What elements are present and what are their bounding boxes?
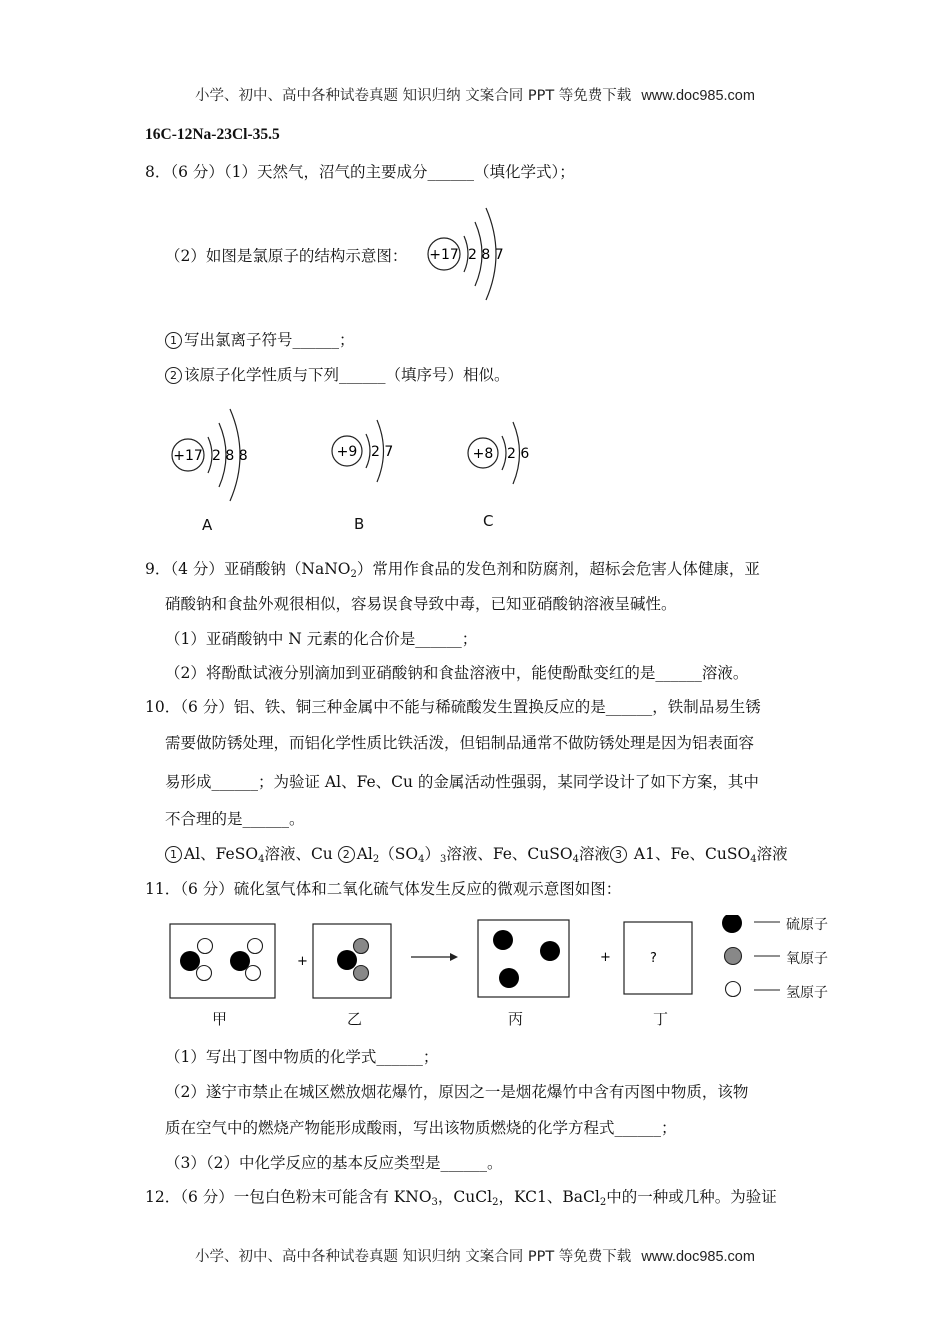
svg-text:+9: +9 [336, 444, 358, 460]
q12-line1: 12．（6 分）一包白色粉末可能含有 $KNO_3$，CuCl$_2$，KC1、BaCl$_2$中的一种或几种。为验证 [145, 1188, 777, 1208]
chlorine-atom-diagram [424, 198, 524, 308]
svg-text:2 6: 2 6 [507, 446, 530, 462]
q9-line3: （1）亚硝酸钠中 N 元素的化合价是______； [165, 630, 478, 648]
page-footer [0, 1245, 950, 1266]
header-site[interactable]: www.doc985.com [641, 88, 755, 104]
option-b-label: B [354, 515, 365, 533]
legend-sulfur: 硫原子 [786, 917, 828, 933]
q11-line3: 质在空气中的燃烧产物能形成酸雨，写出该物质燃烧的化学方程式______； [165, 1119, 677, 1137]
option-c-label: C [483, 512, 494, 530]
q8-sub1: 1 写出氯离子符号______； [165, 328, 355, 350]
header-text: 小学、初中、高中各种试卷真题 知识归纳 文案合同 PPT 等免费下载 [195, 88, 632, 104]
circled-num-2: 2 [165, 367, 182, 384]
q10-line2: 需要做防锈处理，而铝化学性质比铁活泼，但铝制品通常不做防锈处理是因为铝表面容 [165, 734, 755, 752]
q9-line4: （2）将酚酞试液分别滴加到亚硝酸钠和食盐溶液中，能使酚酞变红的是______溶液。 [165, 664, 749, 682]
circled-num-2: 2 [338, 846, 355, 863]
svg-text:2 8 8: 2 8 8 [212, 448, 248, 464]
footer-text: 小学、初中、高中各种试卷真题 知识归纳 文案合同 PPT 等免费下载 [195, 1249, 632, 1265]
svg-text:+8: +8 [472, 446, 494, 462]
label-ding: 丁 [653, 1010, 669, 1028]
footer-site[interactable]: www.doc985.com [641, 1249, 755, 1265]
q10-line3: 易形成______；为验证 Al、Fe、Cu 的金属活动性强弱，某同学设计了如下方案，其中 [165, 773, 759, 791]
option-a-diagram [168, 400, 268, 510]
atomic-masses: 16C-12Na-23Cl-35.5 [145, 126, 280, 143]
option-b-diagram [330, 406, 410, 496]
q11-line2: （2）遂宁市禁止在城区燃放烟花爆竹，原因之一是烟花爆竹中含有丙图中物质，该物 [165, 1083, 749, 1101]
plus-2: + [600, 950, 611, 965]
q10-line1: 10．（6 分）铝、铁、铜三种金属中不能与稀硫酸发生置换反应的是______，铁制品易生锈 [145, 698, 761, 716]
label-bing: 丙 [508, 1010, 524, 1028]
circled-num-1: 1 [165, 332, 182, 349]
circled-num-3: 3 [610, 846, 627, 863]
page-header [0, 84, 950, 105]
q9-line2: 硝酸钠和食盐外观很相似，容易误食导致中毒，已知亚硝酸钠溶液呈碱性。 [165, 595, 677, 613]
option-a-label: A [202, 516, 213, 534]
q9-line1: 9．（4 分）亚硝酸钠（NaNO$_2$）常用作食品的发色剂和防腐剂，超标会危害人体健康，亚 [145, 560, 760, 580]
svg-text:2 7: 2 7 [371, 444, 394, 460]
plus-1: + [297, 954, 308, 969]
circled-num-1: 1 [165, 846, 182, 863]
svg-text:+17: +17 [173, 448, 203, 464]
box-ding [624, 922, 692, 994]
q8-sub2: 2 该原子化学性质与下列______（填序号）相似。 [165, 363, 510, 385]
legend-hydrogen: 氢原子 [786, 985, 828, 1001]
q11-line4: （3）（2）中化学反应的基本反应类型是______。 [165, 1154, 503, 1172]
label-jia: 甲 [212, 1010, 228, 1028]
q8-part2: （2）如图是氯原子的结构示意图： [165, 247, 408, 265]
chlorine-electrons: 2 8 7 [468, 247, 504, 263]
q8-stem: 8．（6 分）（1）天然气，沼气的主要成分______（填化学式）； [145, 163, 575, 181]
unknown-mark: ? [650, 951, 657, 966]
q11-line1: （1）写出丁图中物质的化学式______； [165, 1048, 439, 1066]
q11-stem: 11．（6 分）硫化氢气体和二氧化硫气体发生反应的微观示意图如图： [145, 880, 622, 898]
label-yi: 乙 [347, 1010, 363, 1028]
legend-oxygen: 氧原子 [786, 951, 828, 967]
q10-line4: 不合理的是______。 [165, 810, 305, 828]
chlorine-nucleus: +17 [429, 247, 459, 263]
q10-options: 1 Al、FeSO$_4$溶液、Cu 2 $Al_2(SO_4)_3$溶液、Fe、CuSO$_4$溶液 3 A1、Fe、CuSO$_4$溶液 [165, 842, 788, 864]
option-c-diagram [466, 408, 546, 498]
